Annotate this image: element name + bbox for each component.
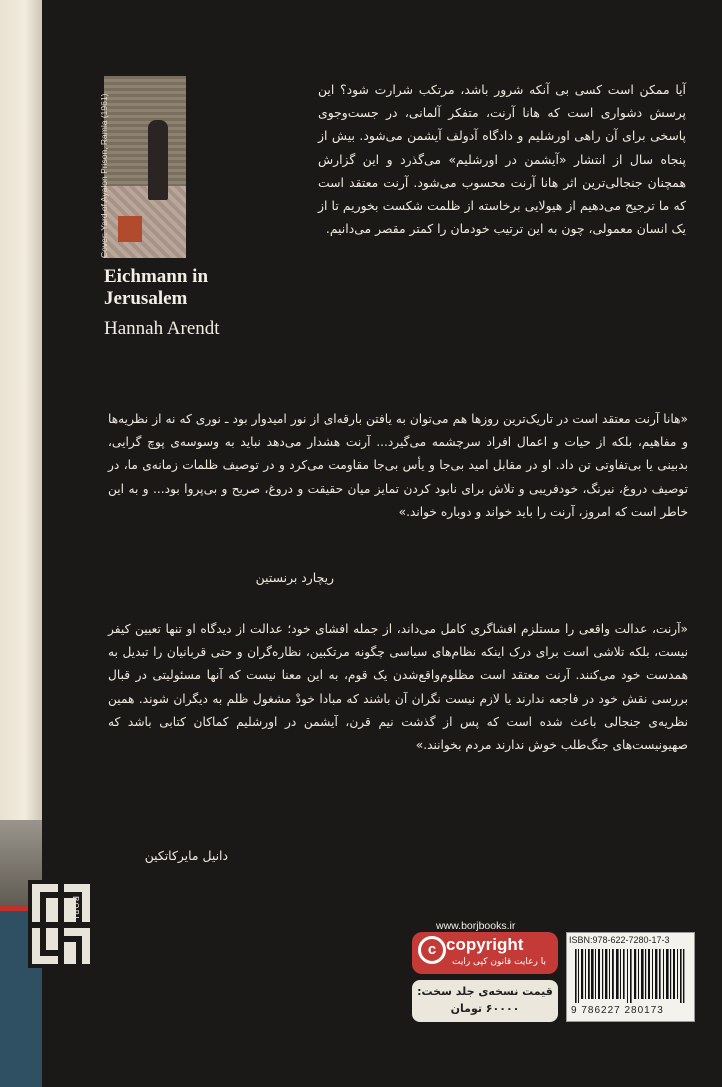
title-line-1: Eichmann in (104, 266, 209, 287)
price-box (412, 980, 558, 1022)
copyright-word: copyright (446, 935, 524, 954)
quote-paragraph-2: «هانا آرنت معتقد است در تاریک‌ترین روزها هم می‌توان به یافتن بارقه‌ای از نور امیدوار بود ـ نوری که نه از نظریه‌ها و مفاهیم، بلکه از حیات و اعمال افراد سرچشمه می‌گیرد... آرنت هشدار می‌دهد نباید به وسوسه‌ی پوچ گرایی، بدبینی یا بی‌تفاوتی تن داد. او در مقابل امید بی‌جا و یأس بی‌جا مقاومت می‌کرد و در توصیف ظلمات زمانه‌ی ما، در توصیف دروغ، نیرنگ، خودفریبی و تلاش برای نابود کردن تمایز میان حقیقت و دروغ، صریح و بی‌پروا بود... و به این خاطر است که امروز، آرنت را باید خواند و دوباره خواند.» (108, 412, 688, 519)
title-line-2: Jerusalem (104, 288, 188, 309)
book-title-english (104, 266, 208, 310)
copyright-badge (412, 932, 558, 974)
isbn-label: ISBN:978-622-7280-17-3 (569, 935, 670, 945)
quote-paragraph-3: «آرنت، عدالت واقعی را مستلزم افشاگری کامل می‌داند، از جمله افشای خود؛ عدالت از دیدگاه او تنها تعیین کیفر نیست، بلکه تلاشی است برای درک اینکه نظام‌های سیاسی چگونه مرتکبین، نظاره‌گران و حتی قربانیان را تبدیل به همدست خود می‌کنند. آرنت معتقد است مظلوم‌واقع‌شدن یک قوم، به این معنا نیست که آنها مسئولیتی در قبال بررسی نقش خود در فاجعه ندارند یا لازم نیست نگران آن باشند که مبادا خودْ مشغول ظلم به دیگران شوند. همین نظریه‌ی جنجالی باعث شده است که پس از گذشت نیم قرن، آیشمن در اورشلیم کماکان کتابی باشد که صهیونیست‌های جنگ‌طلب خوش ندارند مردم بخوانند.» (108, 622, 688, 753)
barcode-number: 9 786227 280173 (571, 1005, 664, 1016)
cover-photo (104, 76, 186, 258)
isbn-barcode-box (566, 932, 695, 1022)
copyright-subtitle: با رعایت قانون کپی رایت (452, 957, 546, 967)
quote-signature-1: ریچارد برنستین (255, 570, 334, 585)
price-amount: ۶۰۰۰۰ تومان (450, 1002, 520, 1015)
author-name-english: Hannah Arendt (104, 318, 220, 339)
publisher-website: www.borjbooks.ir (436, 920, 516, 932)
quote-signature-2: دانیل مایرکاتکین (144, 848, 228, 863)
publisher-logo (28, 880, 94, 968)
barcode-graphic (575, 949, 685, 1003)
publisher-logo-text: BORJ (71, 896, 80, 920)
cover-photo-credit: Cover: Yard of Ayalon Prison, Ramla (1961) (99, 93, 109, 258)
price-label: قیمت نسخه‌ی جلد سخت: (417, 985, 553, 998)
copyright-icon: c (418, 936, 446, 964)
blurb-paragraph-1: آیا ممکن است کسی بی آنکه شرور باشد، مرتکب شرارت شود؟ این پرسش دشواری است که هانا آرنت، متفکر آلمانی، در جست‌وجوی پاسخی برای آن راهی اورشلیم و دادگاه آدولف آیشمن می‌شود. بیش از پنجاه سال از انتشار «آیشمن در اورشلیم» می‌گذرد و این گزارش همچنان جنجالی‌ترین اثر هانا آرنت محسوب می‌شود. آرنت معتقد است که ما ترجیح می‌دهیم از هیولایی برخاسته از ظلمت شکست بخوریم تا از یک انسان معمولی، چون به این ترتیب خودمان را کمتر مقصر می‌دانیم. (318, 82, 686, 237)
